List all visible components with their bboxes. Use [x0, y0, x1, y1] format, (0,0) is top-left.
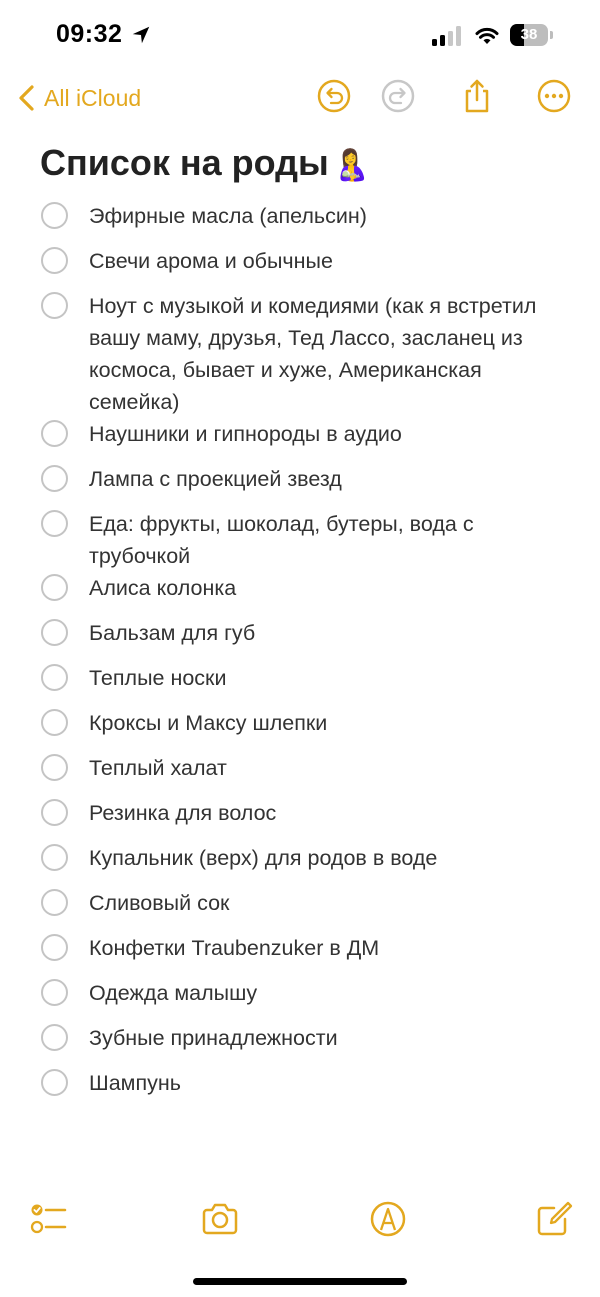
- checklist-item-text[interactable]: Купальник (верх) для родов в воде: [89, 846, 438, 870]
- battery-body: [510, 24, 548, 46]
- checklist-item: [0, 797, 600, 842]
- back-label: All iCloud: [44, 84, 142, 111]
- checklist-item-text[interactable]: Эфирные масла (апельсин): [89, 204, 367, 228]
- checklist-item: [0, 245, 600, 290]
- checklist-item: [0, 752, 600, 797]
- redo-icon: [380, 78, 416, 114]
- checklist-item: [0, 662, 600, 707]
- battery-nub: [550, 31, 553, 39]
- checklist-item-text[interactable]: Конфетки Traubenzuker в ДМ: [89, 936, 380, 960]
- share-button[interactable]: [459, 78, 495, 114]
- compose-icon: [534, 1199, 574, 1239]
- checklist-checkbox[interactable]: [41, 292, 68, 319]
- redo-button[interactable]: [380, 78, 416, 114]
- more-button[interactable]: [536, 78, 572, 114]
- checklist-checkbox[interactable]: [41, 934, 68, 961]
- checklist-item-text[interactable]: Одежда малышу: [89, 981, 258, 1005]
- checklist-item-text[interactable]: Алиса колонка: [89, 576, 237, 600]
- checklist: [0, 200, 600, 1112]
- checklist-button[interactable]: [28, 1199, 68, 1239]
- status-time: 09:32: [56, 20, 123, 48]
- checklist-item-text[interactable]: Ноут с музыкой и комедиями (как я встретил вашу маму, друзья, Тед Лассо, засланец из космоса, бывает и хуже, Американская семейка): [89, 294, 537, 414]
- bottom-toolbar: [0, 1195, 600, 1245]
- checklist-item-text[interactable]: Бальзам для губ: [89, 621, 256, 645]
- checklist-icon: [28, 1199, 68, 1239]
- checklist-item-text[interactable]: Лампа с проекцией звезд: [89, 467, 342, 491]
- checklist-item-text[interactable]: Наушники и гипнороды в аудио: [89, 422, 402, 446]
- note-title-text: Список на роды: [40, 142, 329, 183]
- more-icon: [536, 78, 572, 114]
- checklist-item-text[interactable]: Резинка для волос: [89, 801, 277, 825]
- checklist-item-text[interactable]: Еда: фрукты, шоколад, бутеры, вода с трубочкой: [89, 512, 474, 568]
- checklist-item: [0, 617, 600, 662]
- cellular-signal-icon: [432, 26, 464, 46]
- checklist-checkbox[interactable]: [41, 510, 68, 537]
- wifi-icon: [474, 24, 500, 46]
- checklist-item: [0, 418, 600, 463]
- checklist-item: [0, 572, 600, 617]
- location-arrow-icon: [130, 24, 152, 46]
- battery-percent: 38: [520, 26, 538, 43]
- checklist-checkbox[interactable]: [41, 420, 68, 447]
- checklist-checkbox[interactable]: [41, 465, 68, 492]
- checklist-item: [0, 200, 600, 245]
- checklist-item-text[interactable]: Шампунь: [89, 1071, 181, 1095]
- status-bar: [0, 0, 600, 72]
- checklist-checkbox[interactable]: [41, 844, 68, 871]
- checklist-checkbox[interactable]: [41, 247, 68, 274]
- compose-button[interactable]: [534, 1199, 574, 1239]
- checklist-item-text[interactable]: Теплый халат: [89, 756, 227, 780]
- back-button[interactable]: [16, 80, 141, 116]
- checklist-item-text[interactable]: Сливовый сок: [89, 891, 230, 915]
- undo-button[interactable]: [316, 78, 352, 114]
- checklist-checkbox[interactable]: [41, 1024, 68, 1051]
- checklist-item: [0, 887, 600, 932]
- checklist-item-text[interactable]: Кроксы и Максу шлепки: [89, 711, 328, 735]
- undo-icon: [316, 78, 352, 114]
- checklist-item: [0, 508, 600, 572]
- checklist-item: [0, 707, 600, 752]
- note-title[interactable]: [40, 142, 370, 184]
- chevron-left-icon: [16, 84, 38, 112]
- checklist-item: [0, 977, 600, 1022]
- checklist-checkbox[interactable]: [41, 619, 68, 646]
- checklist-item: [0, 290, 600, 418]
- checklist-checkbox[interactable]: [41, 889, 68, 916]
- nav-bar: [0, 72, 600, 124]
- checklist-checkbox[interactable]: [41, 574, 68, 601]
- checklist-checkbox[interactable]: [41, 754, 68, 781]
- checklist-checkbox[interactable]: [41, 202, 68, 229]
- breastfeeding-emoji-icon: 🤱: [332, 148, 371, 183]
- checklist-item-text[interactable]: Теплые носки: [89, 666, 227, 690]
- checklist-item: [0, 1022, 600, 1067]
- checklist-item: [0, 932, 600, 977]
- checklist-item-text[interactable]: Свечи арома и обычные: [89, 249, 333, 273]
- checklist-item: [0, 463, 600, 508]
- checklist-checkbox[interactable]: [41, 799, 68, 826]
- home-indicator[interactable]: [193, 1278, 407, 1285]
- camera-icon: [200, 1199, 240, 1239]
- checklist-item: [0, 842, 600, 887]
- markup-icon: [368, 1199, 408, 1239]
- camera-button[interactable]: [200, 1199, 240, 1239]
- checklist-item-text[interactable]: Зубные принадлежности: [89, 1026, 338, 1050]
- share-icon: [459, 78, 495, 114]
- checklist-checkbox[interactable]: [41, 979, 68, 1006]
- battery-indicator: [510, 24, 554, 46]
- checklist-checkbox[interactable]: [41, 1069, 68, 1096]
- checklist-item: [0, 1067, 600, 1112]
- checklist-checkbox[interactable]: [41, 664, 68, 691]
- checklist-checkbox[interactable]: [41, 709, 68, 736]
- markup-button[interactable]: [368, 1199, 408, 1239]
